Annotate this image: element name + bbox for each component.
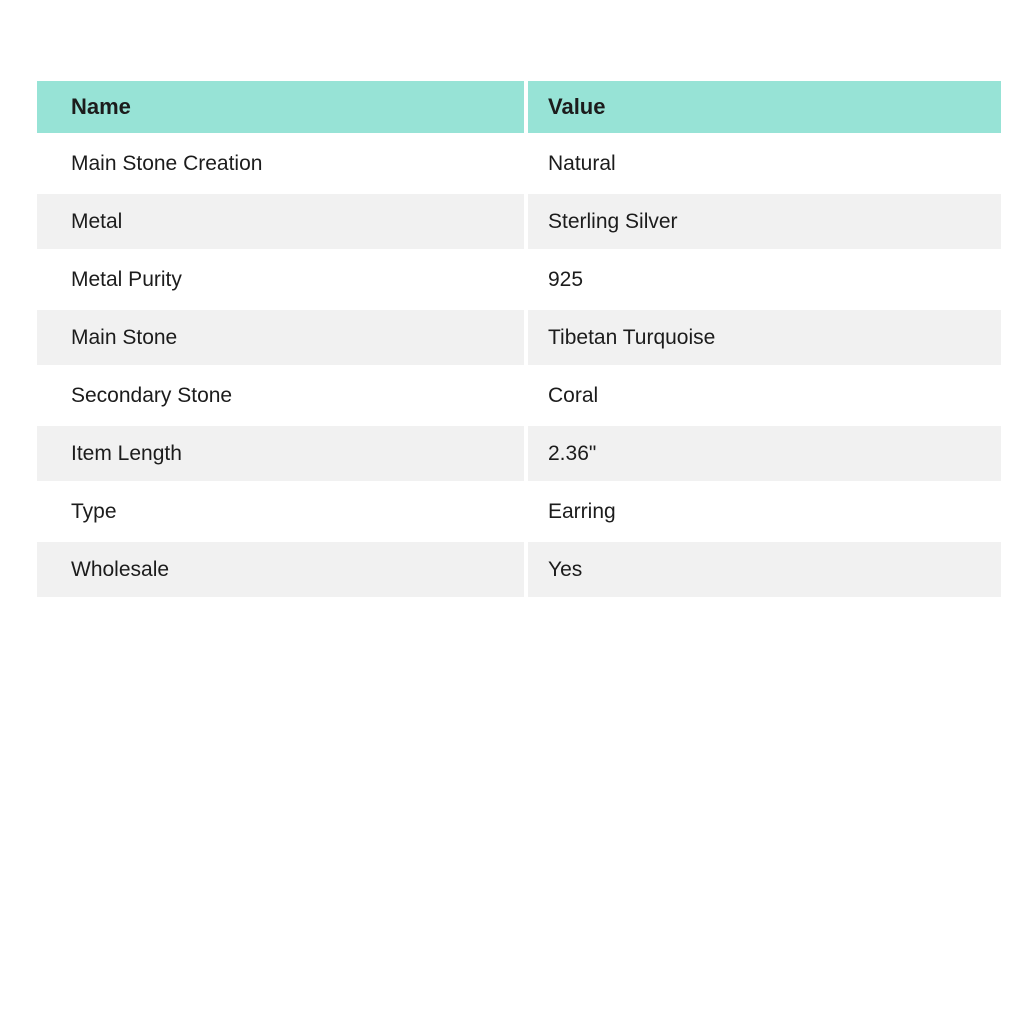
row-value-cell: Yes (524, 539, 1001, 597)
row-value-cell: 925 (524, 249, 1001, 307)
row-name-cell: Metal Purity (37, 249, 524, 307)
table-body (37, 133, 1001, 597)
table-row (37, 191, 1001, 249)
row-name-cell: Main Stone (37, 307, 524, 365)
table-row (37, 423, 1001, 481)
table-row (37, 539, 1001, 597)
column-header-value: Value (524, 81, 1001, 133)
column-header-name: Name (37, 81, 524, 133)
row-value-cell: Sterling Silver (524, 191, 1001, 249)
table-row (37, 249, 1001, 307)
row-name-cell: Main Stone Creation (37, 133, 524, 191)
table-row (37, 365, 1001, 423)
row-value-cell: Coral (524, 365, 1001, 423)
table-header-row (37, 81, 1001, 133)
row-value-cell: Natural (524, 133, 1001, 191)
row-name-cell: Metal (37, 191, 524, 249)
product-spec-table-container (37, 81, 1001, 597)
table-header (37, 81, 1001, 133)
row-value-cell: Earring (524, 481, 1001, 539)
table-row (37, 481, 1001, 539)
product-spec-table (37, 81, 1001, 597)
table-row (37, 133, 1001, 191)
table-row (37, 307, 1001, 365)
row-value-cell: Tibetan Turquoise (524, 307, 1001, 365)
row-name-cell: Type (37, 481, 524, 539)
row-value-cell: 2.36" (524, 423, 1001, 481)
row-name-cell: Secondary Stone (37, 365, 524, 423)
row-name-cell: Item Length (37, 423, 524, 481)
row-name-cell: Wholesale (37, 539, 524, 597)
